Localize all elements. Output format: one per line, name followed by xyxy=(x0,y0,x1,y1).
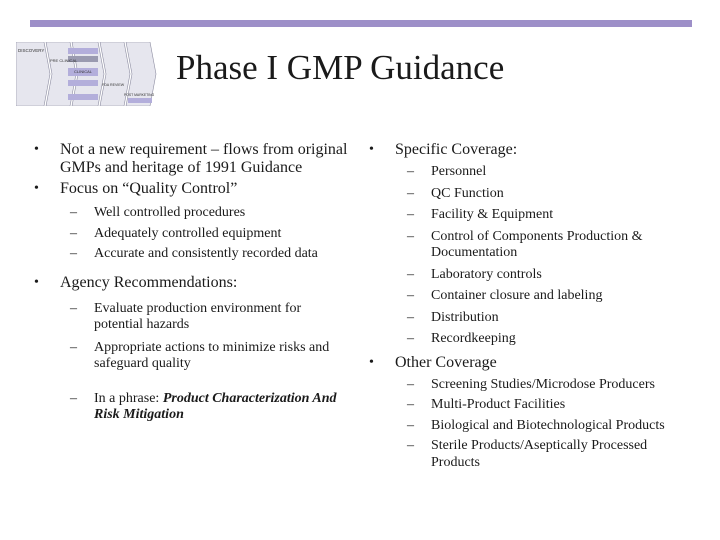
sub-item xyxy=(70,226,348,243)
diagram-label: FDA REVIEW xyxy=(102,83,125,87)
bullet-text: Specific Coverage: xyxy=(395,141,518,158)
left-column xyxy=(32,141,348,424)
accent-bar xyxy=(30,20,692,27)
right-column xyxy=(367,141,667,471)
sub-item xyxy=(70,391,348,424)
dash-glyph: – xyxy=(407,185,414,201)
dash-glyph: – xyxy=(70,339,77,355)
sub-item xyxy=(70,205,348,222)
sub-item-text: Multi-Product Facilities xyxy=(431,397,566,412)
sub-item xyxy=(70,301,348,334)
dash-glyph: – xyxy=(70,390,77,406)
sub-item xyxy=(70,246,348,263)
sub-item xyxy=(407,438,667,471)
sub-item-text: Appropriate actions to minimize risks and safeguard quality xyxy=(94,339,330,371)
bullet-glyph: • xyxy=(369,142,374,157)
sub-item-text: Control of Components Production & Documentation xyxy=(431,228,643,260)
dash-glyph: – xyxy=(407,397,414,412)
dash-glyph: – xyxy=(407,309,414,325)
bullet-glyph: • xyxy=(34,274,39,290)
bullet-glyph: • xyxy=(34,181,39,196)
sub-item xyxy=(407,397,667,414)
sub-item-text: Well controlled procedures xyxy=(94,205,246,220)
dash-glyph: – xyxy=(407,207,414,222)
sub-item-text: Adequately controlled equipment xyxy=(94,225,282,241)
bullet-item xyxy=(32,274,348,292)
dash-glyph: – xyxy=(407,164,414,179)
sub-item-text: QC Function xyxy=(431,185,504,201)
diagram-label: CLINICAL xyxy=(74,69,93,74)
sub-item-text: Recordkeeping xyxy=(431,331,516,346)
bullet-item xyxy=(32,141,348,177)
sub-item-text: Container closure and labeling xyxy=(431,288,603,303)
sub-list xyxy=(407,164,667,348)
diagram-label: POST MARKETING xyxy=(124,93,155,97)
sub-item xyxy=(407,207,667,224)
sub-list xyxy=(70,301,348,424)
sub-item xyxy=(407,331,667,348)
sub-item xyxy=(407,164,667,181)
sub-item xyxy=(407,267,667,284)
sub-item-text: Distribution xyxy=(431,309,499,325)
bullet-item xyxy=(32,180,348,198)
sub-item xyxy=(407,186,667,203)
dash-glyph: – xyxy=(407,417,414,433)
dash-glyph: – xyxy=(407,331,414,346)
bullet-glyph: • xyxy=(369,354,374,370)
slide-title: Phase I GMP Guidance xyxy=(176,48,505,87)
phrase-label: In a phrase: xyxy=(94,390,160,406)
dash-glyph: – xyxy=(407,288,414,303)
sub-item xyxy=(407,377,667,394)
sub-item-text: Evaluate production environment for potential hazards xyxy=(94,300,302,332)
bullet-text: Not a new requirement – flows from original GMPs and heritage of 1991 Guidance xyxy=(60,141,348,176)
dash-glyph: – xyxy=(407,266,414,282)
sub-item-text: Screening Studies/Microdose Producers xyxy=(431,376,655,392)
drug-development-pipeline-diagram xyxy=(16,42,164,106)
sub-item-text: Facility & Equipment xyxy=(431,207,554,222)
sub-item-text: Accurate and consistently recorded data xyxy=(94,246,318,261)
dash-glyph: – xyxy=(407,228,414,244)
bullet-text: Other Coverage xyxy=(395,353,497,371)
dash-glyph: – xyxy=(70,205,77,220)
sub-item xyxy=(70,340,348,373)
sub-item-text: Personnel xyxy=(431,164,487,179)
bullet-item xyxy=(367,354,667,372)
sub-item-text: Biological and Biotechnological Products xyxy=(431,417,665,433)
sub-item-text: Laboratory controls xyxy=(431,266,542,282)
bullet-glyph: • xyxy=(34,142,39,157)
diagram-box xyxy=(68,48,98,54)
bullet-text: Agency Recommendations: xyxy=(60,273,238,291)
sub-list xyxy=(407,377,667,472)
diagram-label: DISCOVERY xyxy=(18,48,45,53)
dash-glyph: – xyxy=(407,438,414,453)
diagram-box xyxy=(68,80,98,86)
diagram-box xyxy=(128,98,152,103)
sub-item xyxy=(407,288,667,305)
diagram-box xyxy=(68,94,98,100)
sub-item xyxy=(407,310,667,327)
sub-item xyxy=(407,229,667,262)
sub-item xyxy=(407,418,667,435)
sub-list xyxy=(70,205,348,263)
dash-glyph: – xyxy=(407,376,414,392)
dash-glyph: – xyxy=(70,246,77,261)
bullet-text: Focus on “Quality Control” xyxy=(60,180,238,197)
sub-item-text: Sterile Products/Aseptically Processed Products xyxy=(431,438,648,470)
diagram-label: PRE CLINICAL xyxy=(50,58,78,63)
dash-glyph: – xyxy=(70,225,77,241)
bullet-item xyxy=(367,141,667,159)
dash-glyph: – xyxy=(70,300,77,316)
phrase-emphasis: Product Characterization And Risk Mitigation xyxy=(94,390,337,422)
sub-item-text xyxy=(94,391,348,424)
